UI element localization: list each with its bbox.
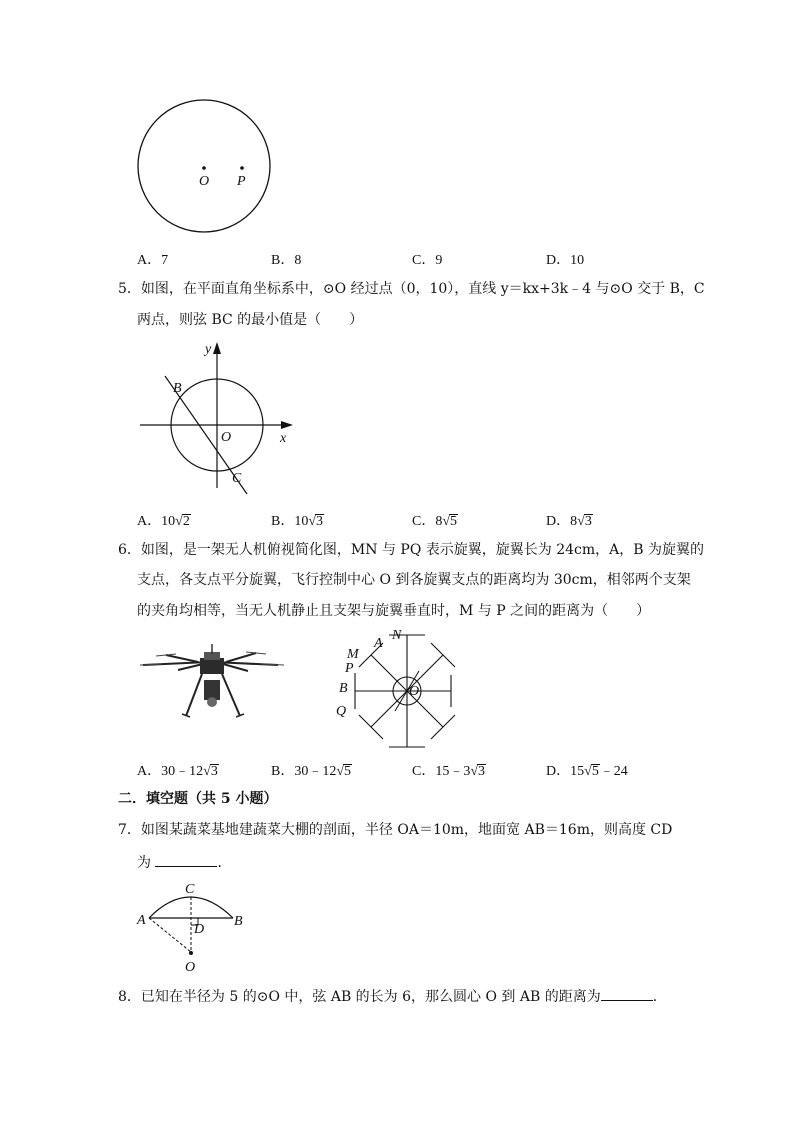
q6-option-d: D．15√5﹣24 <box>546 764 628 779</box>
q4-label-p: P <box>237 174 246 189</box>
q8-answer-blank[interactable] <box>601 986 653 1001</box>
q6-option-b: B．30﹣12√5 <box>271 764 352 779</box>
q5-line1: 5．如图，在平面直角坐标系中，⊙O 经过点（0，10），直线 y＝kx+3k﹣4 与⊙O 交于 B，C <box>118 281 705 297</box>
q6-label-q: Q <box>336 704 347 719</box>
drone-photo <box>138 640 288 720</box>
q7-answer-blank[interactable] <box>155 852 217 867</box>
q6-label-o: O <box>409 684 420 699</box>
q8-line: 8．已知在半径为 5 的⊙O 中，弦 AB 的长为 6，那么圆心 O 到 AB 的距离为 ． <box>118 986 667 1007</box>
q4-label-o: O <box>199 174 210 189</box>
q7-label-o: O <box>185 960 196 975</box>
q5-x-arrow <box>281 421 293 429</box>
q4-circle-figure <box>135 97 275 237</box>
q7-label-b: B <box>234 914 243 929</box>
q5-label-y: y <box>205 342 212 357</box>
q6-label-m: M <box>347 647 359 662</box>
q6-label-b: B <box>339 681 348 696</box>
q7-label-d: D <box>194 922 205 937</box>
q4-point-o <box>202 166 206 170</box>
q7-greenhouse-figure <box>135 880 255 975</box>
q4-option-b: B．8 <box>271 253 302 268</box>
q6-line3: 的夹角均相等，当无人机静止且支架与旋翼垂直时，M 与 P 之间的距离为（ ） <box>137 603 651 619</box>
q4-point-p <box>240 166 244 170</box>
q7-line-ao <box>149 918 191 952</box>
q6-drone-schematic <box>333 625 463 755</box>
q5-coordinate-figure <box>135 338 305 498</box>
q5-option-c: C．8√5 <box>412 514 458 529</box>
q6-label-a: A <box>374 636 383 651</box>
q5-option-a: A．10√2 <box>137 514 190 529</box>
q7-point-o <box>189 951 193 955</box>
q6-line1: 6．如图，是一架无人机俯视简化图，MN 与 PQ 表示旋翼，旋翼长为 24cm，A，B 为旋翼的 <box>118 542 704 558</box>
q7-label-c: C <box>185 882 195 897</box>
q4-option-d: D．10 <box>546 253 585 268</box>
q5-y-arrow <box>213 342 221 354</box>
q7-line2: 为 ． <box>137 852 231 873</box>
q6-option-a: A．30﹣12√3 <box>137 764 218 779</box>
q4-option-c: C．9 <box>412 253 443 268</box>
q5-label-c: C <box>232 471 242 486</box>
q5-option-b: B．10√3 <box>271 514 324 529</box>
q5-label-o: O <box>221 430 232 445</box>
section-2-title: 二．填空题（共 5 小题） <box>118 791 278 807</box>
q6-line2: 支点，各支点平分旋翼，飞行控制中心 O 到各旋翼支点的距离均为 30cm，相邻两个支架 <box>137 572 691 588</box>
q5-label-x: x <box>280 431 287 446</box>
q6-option-c: C．15﹣3√3 <box>412 764 486 779</box>
q7-line1: 7．如图某蔬菜基地建蔬菜大棚的剖面，半径 OA＝10m，地面宽 AB＝16m，则高度 CD <box>118 822 673 838</box>
q6-label-n: N <box>392 628 402 643</box>
q5-label-b: B <box>173 381 182 396</box>
q4-option-a: A．7 <box>137 253 169 268</box>
q5-line2: 两点，则弦 BC 的最小值是（ ） <box>137 312 364 328</box>
q6-label-p: P <box>345 661 354 676</box>
q5-option-d: D．8√3 <box>546 514 592 529</box>
q4-circle <box>138 100 270 232</box>
q7-label-a: A <box>137 913 146 928</box>
